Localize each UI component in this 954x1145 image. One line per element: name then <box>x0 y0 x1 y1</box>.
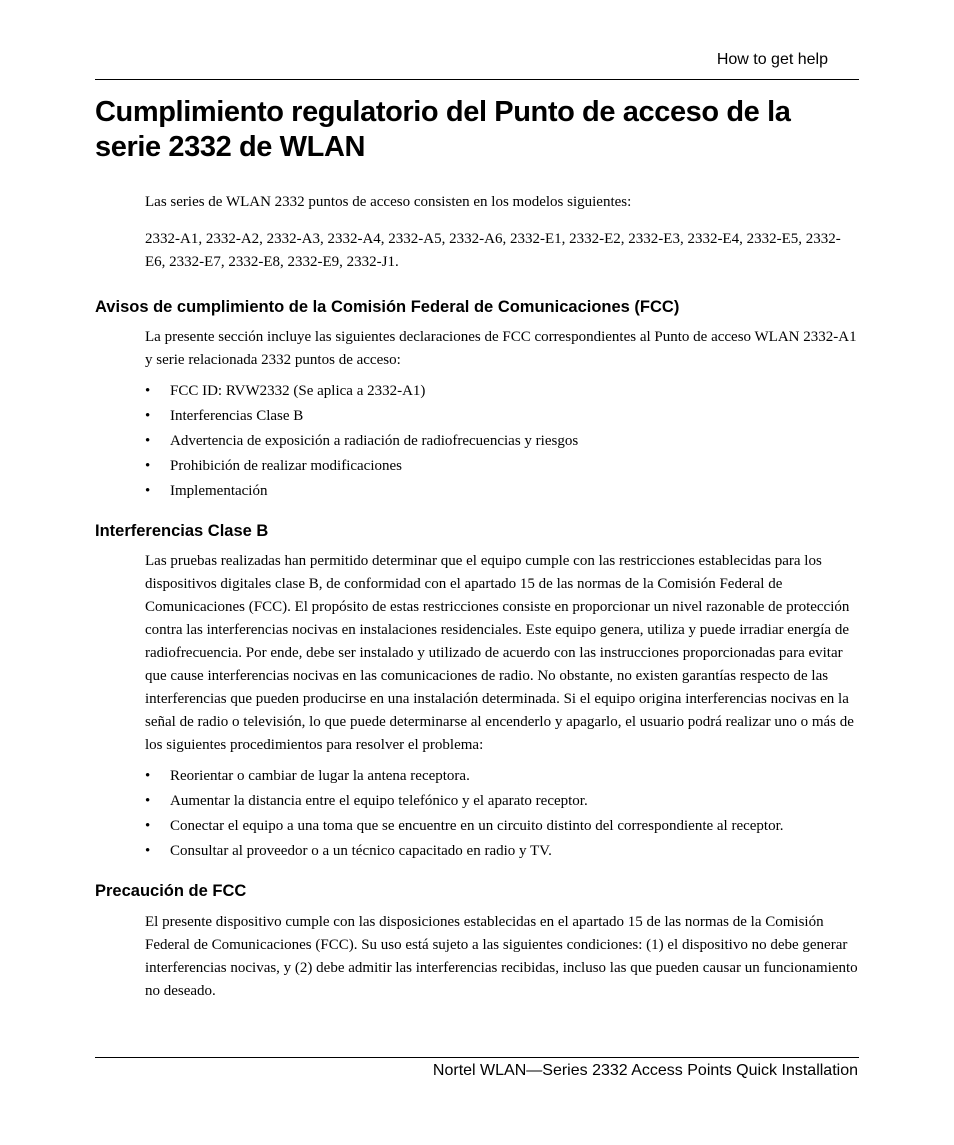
running-head: How to get help <box>716 51 828 68</box>
list-item-text: Interferencias Clase B <box>170 408 304 424</box>
list-item <box>145 481 860 506</box>
list-item-text: Prohibición de realizar modificaciones <box>170 458 402 474</box>
bullet-icon: • <box>145 843 151 859</box>
running-foot: Nortel WLAN—Series 2332 Access Points Quick Installation <box>432 1062 858 1079</box>
list-item-text: FCC ID: RVW2332 (Se aplica a 2332-A1) <box>170 383 426 399</box>
fcc-paragraph: La presente sección incluye las siguientes declaraciones de FCC correspondientes al Punto de acceso WLAN 2332-A1 y serie relacionada 2332 puntos de acceso: <box>145 329 857 368</box>
bullet-icon: • <box>145 408 151 424</box>
model-list: 2332-A1, 2332-A2, 2332-A3, 2332-A4, 2332-A5, 2332-A6, 2332-E1, 2332-E2, 2332-E3, 2332-E4, 2332-E5, 2332-E6, 2332-E7, 2332-E8, 2332-E9, 2332-J1. <box>145 231 841 270</box>
section-heading-class-b: Interferencias Clase B <box>95 522 269 540</box>
class-b-paragraph: Las pruebas realizadas han permitido determinar que el equipo cumple con las restricciones establecidas para los dispositivos digitales clase B, de conformidad con el apartado 15 de las normas de la Comisión Federal de Comunicaciones (FCC). El propósito de estas restricciones consiste en proporcionar un nivel razonable de protección contra las interferencias nocivas en instalaciones residenciales. Este equipo genera, utiliza y puede irradiar energía de radiofrecuencia. Por ende, debe ser instalado y utilizado de acuerdo con las instrucciones proporcionadas para evitar que cause interferencias nocivas en las comunicaciones de radio. No obstante, no existen garantías respecto de las interferencias que pueden producirse en una instalación determinada. Si el equipo origina interferencias nocivas en la señal de radio o televisión, lo que puede determinarse al encenderlo y apagarlo, el usuario podrá realizar uno o más de los siguientes procedimientos para resolver el problema: <box>145 553 854 753</box>
list-item-text: Conectar el equipo a una toma que se encuentre en un circuito distinto del correspondiente al receptor. <box>170 818 784 834</box>
list-item-text: Reorientar o cambiar de lugar la antena receptora. <box>170 768 470 784</box>
fcc-statement-list <box>145 381 860 506</box>
footer-rule <box>95 1057 859 1058</box>
list-item <box>145 381 860 406</box>
section-heading-fcc: Avisos de cumplimiento de la Comisión Federal de Comunicaciones (FCC) <box>95 298 680 316</box>
bullet-icon: • <box>145 433 151 449</box>
bullet-icon: • <box>145 483 151 499</box>
list-item <box>145 406 860 431</box>
list-item-text: Advertencia de exposición a radiación de radiofrecuencias y riesgos <box>170 433 579 449</box>
bullet-icon: • <box>145 768 151 784</box>
intro-paragraph: Las series de WLAN 2332 puntos de acceso consisten en los modelos siguientes: <box>145 194 632 210</box>
list-item <box>145 816 860 841</box>
list-item-text: Implementación <box>170 483 268 499</box>
bullet-icon: • <box>145 793 151 809</box>
caution-paragraph: El presente dispositivo cumple con las disposiciones establecidas en el apartado 15 de las normas de la Comisión Federal de Comunicaciones (FCC). Su uso está sujeto a las siguientes condiciones: (1) el dispositivo no debe generar interferencias nocivas, y (2) debe admitir las interferencias recibidas, incluso las que pueden causar un funcionamiento no deseado. <box>145 914 858 999</box>
list-item <box>145 766 860 791</box>
bullet-icon: • <box>145 383 151 399</box>
remedy-list <box>145 766 860 866</box>
bullet-icon: • <box>145 458 151 474</box>
list-item-text: Consultar al proveedor o a un técnico capacitado en radio y TV. <box>170 843 552 859</box>
section-heading-caution: Precaución de FCC <box>95 882 247 900</box>
list-item <box>145 841 860 866</box>
header-rule <box>95 79 859 80</box>
bullet-icon: • <box>145 818 151 834</box>
list-item <box>145 456 860 481</box>
list-item <box>145 791 860 816</box>
list-item-text: Aumentar la distancia entre el equipo telefónico y el aparato receptor. <box>170 793 588 809</box>
list-item <box>145 431 860 456</box>
page-title: Cumplimiento regulatorio del Punto de acceso de la serie 2332 de WLAN <box>95 96 791 163</box>
